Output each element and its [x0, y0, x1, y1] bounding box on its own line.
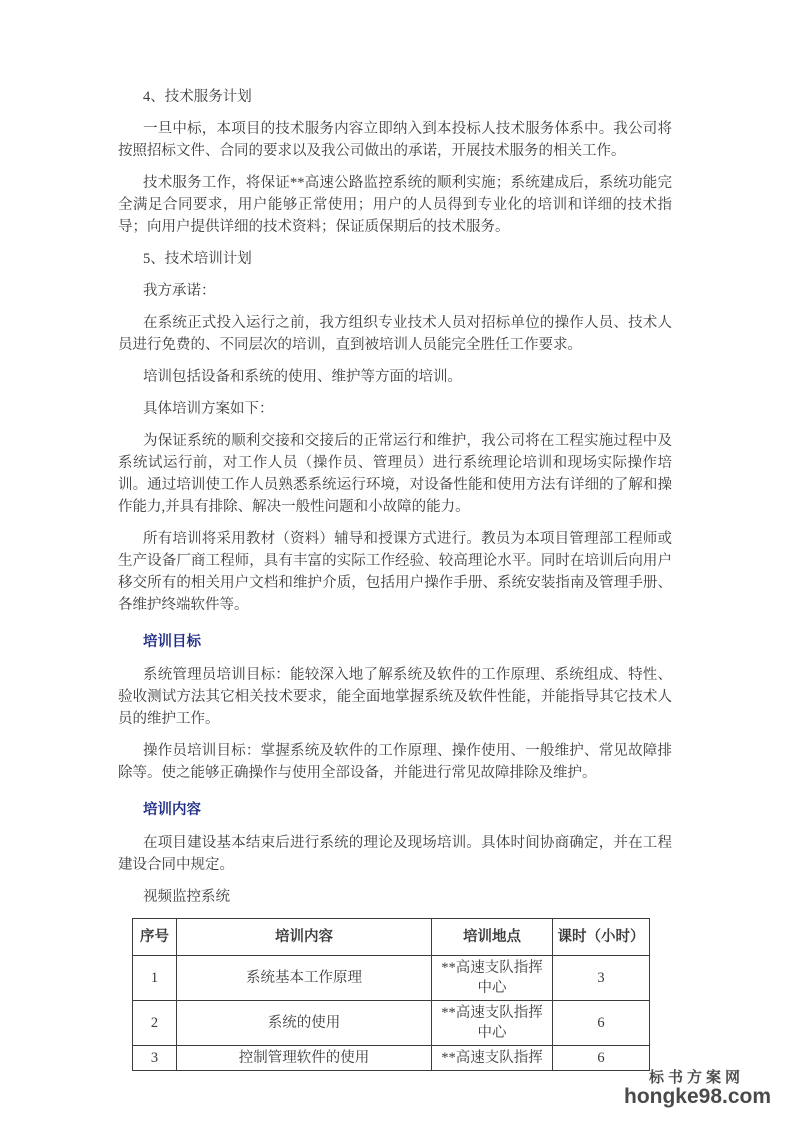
document-body	[118, 86, 672, 1071]
table-header-no: 序号	[133, 919, 177, 956]
cell-training-content: 系统的使用	[177, 1001, 432, 1046]
table-header-location: 培训地点	[432, 919, 553, 956]
paragraph-tech-service-intro: 一旦中标，本项目的技术服务内容立即纳入到本投标人技术服务体系中。我公司将按照招标文件、合同的要求以及我公司做出的承诺，开展技术服务的相关工作。	[118, 121, 672, 159]
table-row	[133, 1046, 650, 1071]
paragraph-tech-service-guarantee: 技术服务工作，将保证**高速公路监控系统的顺利实施；系统建成后，系统功能完全满足合同要求，用户能够正常使用；用户的人员得到专业化的培训和详细的技术指导；向用户提供详细的技术资料；保证质保期后的技术服务。	[118, 175, 672, 235]
cell-location: **高速支队指挥中心	[432, 1001, 553, 1046]
cell-location: **高速支队指挥	[432, 1046, 553, 1071]
table-header-hours: 课时（小时）	[553, 919, 650, 956]
table-header-content: 培训内容	[177, 919, 432, 956]
table-header-row	[133, 919, 650, 956]
watermark-site-name: 标书方案网	[648, 1069, 744, 1086]
cell-no: 2	[133, 1001, 177, 1046]
table-row	[133, 1001, 650, 1046]
training-table	[132, 918, 650, 1071]
cell-training-content: 控制管理软件的使用	[177, 1046, 432, 1071]
paragraph-admin-goal: 系统管理员培训目标：能较深入地了解系统及软件的工作原理、系统组成、特性、验收测试方法其它相关技术要求，能全面地掌握系统及软件性能，并能指导其它技术人员的维护工作。	[118, 667, 672, 727]
paragraph-handover-training: 为保证系统的顺利交接和交接后的正常运行和维护，我公司将在工程实施过程中及系统试运行前，对工作人员（操作员、管理员）进行系统理论培训和现场实际操作培训。通过培训使工作人员熟悉系统运行环境，对设备性能和使用方法有详细的了解和操作能力,并具有排除、解决一般性问题和小故障的能力。	[118, 433, 672, 515]
paragraph-training-time: 在项目建设基本结束后进行系统的理论及现场培训。具体时间协商确定，并在工程建设合同中规定。	[118, 835, 672, 873]
paragraph-training-before-run: 在系统正式投入运行之前，我方组织专业技术人员对招标单位的操作人员、技术人员进行免费的、不同层次的培训，直到被培训人员能完全胜任工作要求。	[118, 315, 672, 353]
cell-training-content: 系统基本工作原理	[177, 956, 432, 1001]
cell-hours: 6	[553, 1001, 650, 1046]
paragraph-operator-goal: 操作员培训目标：掌握系统及软件的工作原理、操作使用、一般维护、常见故障排除等。使之能够正确操作与使用全部设备，并能进行常见故障排除及维护。	[118, 743, 672, 781]
section-heading-tech-training: 5、技术培训计划	[143, 251, 252, 267]
cell-hours: 3	[553, 956, 650, 1001]
paragraph-video-system-label: 视频监控系统	[143, 889, 230, 905]
cell-location: **高速支队指挥中心	[432, 956, 553, 1001]
paragraph-training-scope: 培训包括设备和系统的使用、维护等方面的培训。	[143, 369, 462, 385]
watermark-site-url: hongke98.com	[624, 1085, 772, 1108]
paragraph-training-plan-lead: 具体培训方案如下：	[143, 401, 274, 417]
cell-no: 1	[133, 956, 177, 1001]
subheading-training-goal: 培训目标	[143, 634, 201, 650]
subheading-training-content: 培训内容	[143, 802, 201, 818]
table-row	[133, 956, 650, 1001]
watermark	[624, 1069, 772, 1108]
cell-hours: 6	[553, 1046, 650, 1071]
cell-no: 3	[133, 1046, 177, 1071]
paragraph-promise: 我方承诺：	[143, 283, 216, 299]
paragraph-training-method: 所有培训将采用教材（资料）辅导和授课方式进行。教员为本项目管理部工程师或生产设备厂商工程师，具有丰富的实际工作经验、较高理论水平。同时在培训后向用户移交所有的相关用户文档和维护介质，包括用户操作手册、系统安装指南及管理手册、各维护终端软件等。	[118, 531, 672, 613]
section-heading-tech-service: 4、技术服务计划	[143, 89, 252, 105]
